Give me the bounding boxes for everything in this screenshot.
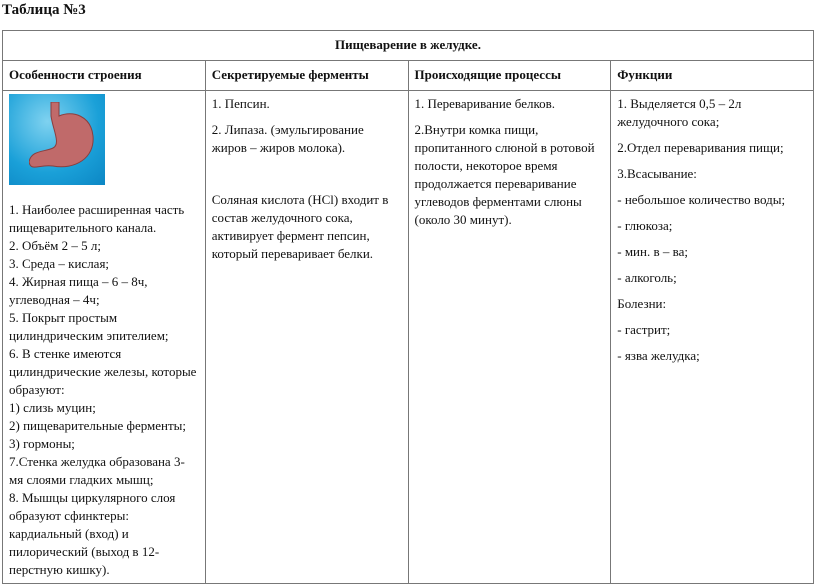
header-functions: Функции [611,61,814,91]
functions-cell [611,91,814,584]
function-item: - гастрит; [617,322,671,337]
function-item: 1. Выделяется 0,5 – 2л желудочного сока; [617,96,742,129]
structure-item: 3. Среда – кислая; [9,256,110,271]
enzyme-item: 2. Липаза. (эмульгирование жиров – жиров молока). [211,122,364,155]
structure-item: 2. Объём 2 – 5 л; [9,238,101,253]
structure-item: 7.Стенка желудка образована 3-мя слоями гладких мышц; [9,454,185,487]
function-item: - небольшое количество воды; [617,192,786,207]
structure-item: 1. Наиболее расширенная часть пищеварительного канала. [9,202,185,235]
header-structure: Особенности строения [3,61,206,91]
structure-item: 3) гормоны; [9,436,75,451]
process-item: 1. Переваривание белков. [414,96,556,111]
document-title: Таблица №3 [2,2,86,18]
structure-item: 1) слизь муцин; [9,400,96,415]
structure-cell [3,91,206,584]
digestion-table [2,30,814,584]
structure-item: 5. Покрыт простым цилиндрическим эпителием; [9,310,169,343]
structure-item: 8. Мышцы циркулярного слоя образуют сфинктеры: кардиальный (вход) и пилорический (выход в 12-перстную кишку). [9,490,176,577]
stomach-image [9,94,105,185]
process-item: 2.Внутри комка пищи, пропитанного слюной в ротовой полости, некоторое время продолжается переваривание углеводов ферментами слюны (около 30 минут). [414,122,595,227]
structure-item: 2) пищеварительные ферменты; [9,418,187,433]
function-item: - язва желудка; [617,348,700,363]
function-item: - глюкоза; [617,218,673,233]
function-item: - алкоголь; [617,270,677,285]
function-item: 2.Отдел переваривания пищи; [617,140,784,155]
function-item: Болезни: [617,296,667,311]
function-item: 3.Всасывание: [617,166,697,181]
structure-item: 6. В стенке имеются цилиндрические железы, которые образуют: [9,346,197,397]
processes-cell [408,91,611,584]
header-enzymes: Секретируемые ферменты [205,61,408,91]
enzyme-item: 1. Пепсин. [211,96,270,111]
header-processes: Происходящие процессы [408,61,611,91]
enzyme-note: Соляная кислота (HCl) входит в состав желудочного сока, активирует фермент пепсин, который переваривает белки. [211,192,389,261]
table-caption: Пищеварение в желудке. [3,31,814,61]
function-item: - мин. в – ва; [617,244,688,259]
enzymes-cell [205,91,408,584]
structure-item: 4. Жирная пища – 6 – 8ч, углеводная – 4ч; [9,274,148,307]
